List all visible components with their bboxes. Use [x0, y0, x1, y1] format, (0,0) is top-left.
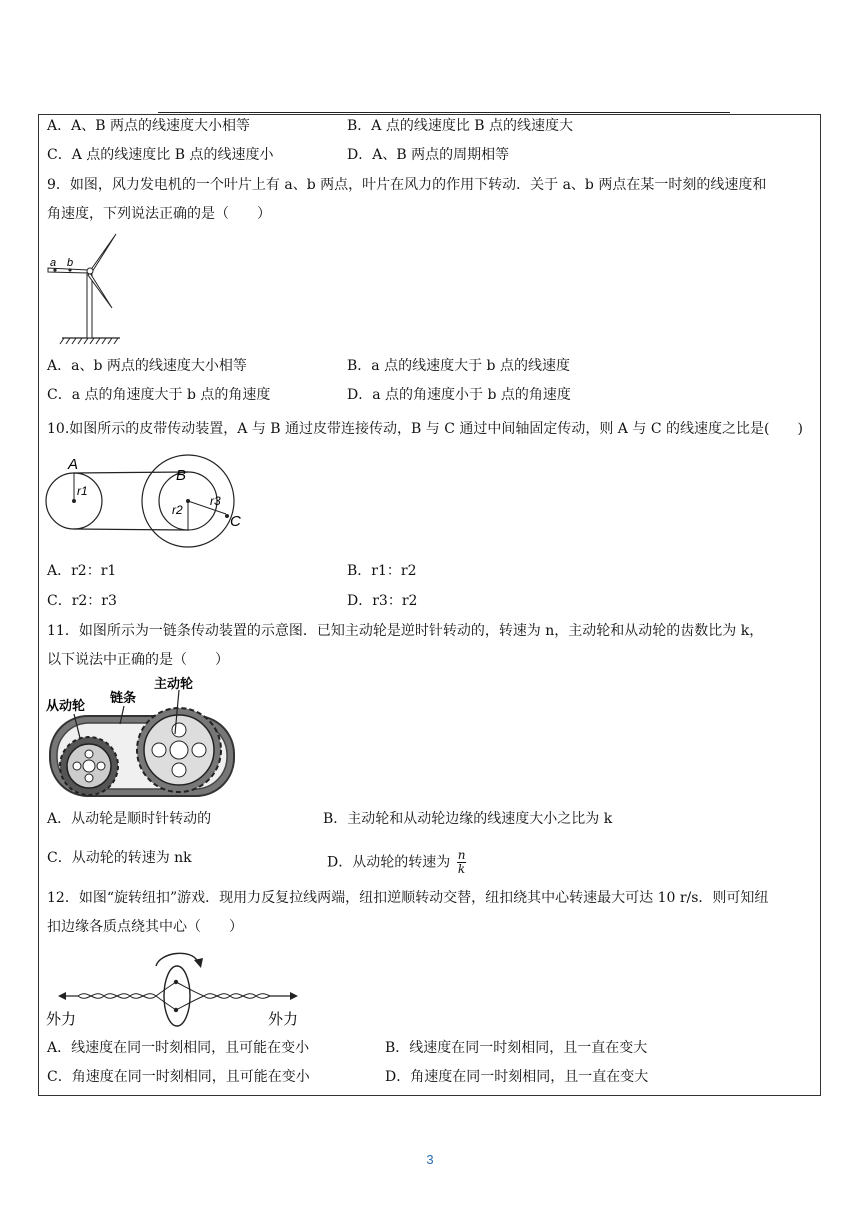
label-r3: r3	[210, 494, 221, 508]
fraction-denominator: k	[457, 862, 466, 876]
header-rule	[158, 112, 730, 113]
label-A: A	[68, 456, 79, 473]
page-number: 3	[426, 1152, 434, 1167]
q10-option-c: C．r2：r3	[47, 593, 117, 609]
q9-option-b: B．a 点的线速度大于 b 点的线速度	[347, 358, 570, 374]
label-a: a	[50, 257, 57, 269]
q12-option-a: A．线速度在同一时刻相同，且可能在变小	[47, 1040, 310, 1056]
q9-option-a: A．a、b 两点的线速度大小相等	[47, 358, 247, 374]
q12-stem-line1: 12．如图“旋转纽扣”游戏．现用力反复拉线两端，纽扣逆顺转动交替，纽扣绕其中心转速最大可达 10 r/s．则可知纽	[47, 890, 769, 906]
q12-option-b: B．线速度在同一时刻相同，且一直在变大	[385, 1040, 648, 1056]
label-b: b	[67, 257, 74, 269]
q10-option-d: D．r3：r2	[347, 593, 418, 609]
q9-option-d: D．a 点的角速度小于 b 点的角速度	[347, 387, 571, 403]
label-driven: 从动轮	[46, 698, 86, 713]
q11-stem-line2: 以下说法中正确的是（ ）	[47, 652, 229, 668]
q8-option-d: D．A、B 两点的周期相等	[347, 147, 510, 163]
q11-option-c: C．从动轮的转速为 nk	[47, 850, 192, 866]
q9-option-c: C．a 点的角速度大于 b 点的角速度	[47, 387, 271, 403]
label-r2: r2	[172, 503, 183, 517]
q11-option-b: B．主动轮和从动轮边缘的线速度大小之比为 k	[323, 811, 613, 827]
q9-stem-line2: 角速度，下列说法正确的是（ ）	[47, 206, 271, 222]
q12-option-c: C．角速度在同一时刻相同，且可能在变小	[47, 1069, 310, 1085]
q10-option-b: B．r1：r2	[347, 563, 417, 579]
label-chain: 链条	[110, 690, 137, 705]
label-C: C	[230, 513, 241, 530]
label-B: B	[176, 467, 187, 484]
belt-drive-figure	[44, 454, 254, 554]
q12-stem-line2: 扣边缘各质点绕其中心（ ）	[47, 919, 243, 935]
q11-option-a: A．从动轮是顺时针转动的	[47, 811, 212, 827]
fraction-numerator: n	[457, 848, 466, 862]
label-force-right: 外力	[268, 1011, 299, 1028]
fraction	[457, 849, 467, 876]
q10-option-a: A．r2：r1	[47, 563, 117, 579]
q11-option-d	[327, 849, 466, 876]
q9-stem-line1: 9．如图，风力发电机的一个叶片上有 a、b 两点，叶片在风力的作用下转动．关于 a、b 两点在某一时刻的线速度和	[47, 177, 767, 193]
chain-drive-figure	[44, 672, 240, 800]
spinning-button-figure	[44, 944, 306, 1030]
label-r1: r1	[77, 484, 88, 498]
label-force-left: 外力	[46, 1011, 77, 1028]
q8-option-a: A．A、B 两点的线速度大小相等	[47, 118, 250, 134]
label-driver: 主动轮	[154, 676, 194, 691]
q11-stem-line1: 11．如图所示为一链条传动装置的示意图．已知主动轮是逆时针转动的，转速为 n，主动轮和从动轮的齿数比为 k，	[47, 623, 764, 639]
q10-stem: 10.如图所示的皮带传动装置，A 与 B 通过皮带连接传动，B 与 C 通过中间轴固定传动，则 A 与 C 的线速度之比是( )	[47, 421, 803, 437]
q8-option-c: C．A 点的线速度比 B 点的线速度小	[47, 147, 274, 163]
wind-turbine-figure	[44, 230, 124, 345]
q8-option-b: B．A 点的线速度比 B 点的线速度大	[347, 118, 574, 134]
q12-option-d: D．角速度在同一时刻相同，且一直在变大	[385, 1069, 649, 1085]
q11-option-d-text: D．从动轮的转速为	[327, 854, 451, 871]
